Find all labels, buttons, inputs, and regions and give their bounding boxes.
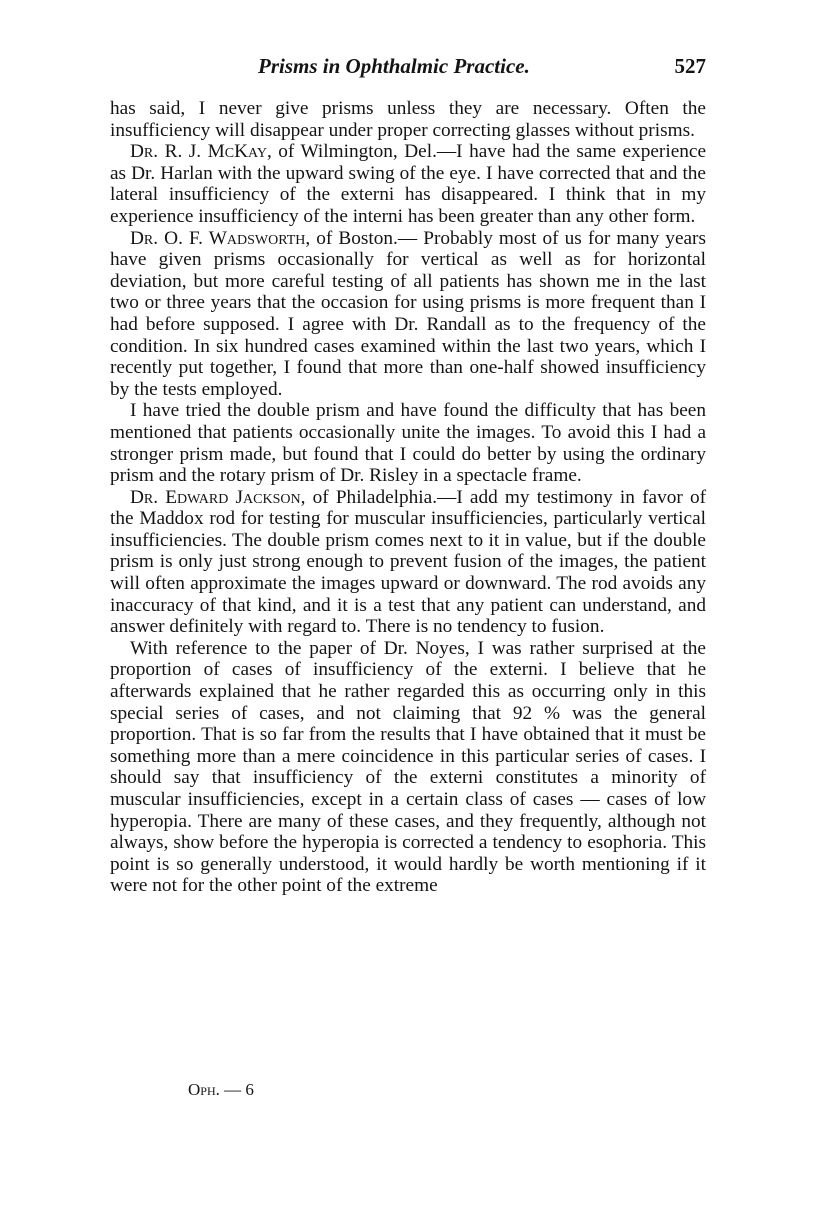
printer-signature: Oph. — 6 xyxy=(188,1080,254,1099)
page-number: 527 xyxy=(674,54,706,78)
paragraph-text: , of Philadelphia.—I add my testimony in favor of the Maddox rod for testing for muscular insufficiencies, particularly vertical insufficiencies. The double prism comes next to it in value, but if the double prism is only just strong enough to prevent fusion of the images, the patient will often approximate the images upward or downward. The rod avoids any inaccuracy of that kind, and it is a test that any patient can understand, and answer definitely with regard to. There is no tendency to fusion. xyxy=(110,486,707,638)
speaker-name: Dr. O. F. Wadsworth xyxy=(130,227,306,249)
speaker-name: Dr. R. J. McKay xyxy=(130,141,267,163)
paragraph xyxy=(110,400,706,486)
paragraph xyxy=(110,638,706,897)
paragraph-text: has said, I never give prisms unless they are necessary. Often the insufficiency will disappear under proper correcting glasses without prisms. xyxy=(110,98,706,141)
page-header xyxy=(110,54,706,84)
paragraph-text: I have tried the double prism and have found the difficulty that has been mentioned that patients occasionally unite the images. To avoid this I had a stronger prism made, but found that I could do better by using the ordinary prism and the rotary prism of Dr. Risley in a spectacle frame. xyxy=(110,400,706,487)
paragraph xyxy=(110,487,706,638)
paragraph xyxy=(110,228,706,401)
paragraph-text: , of Wilmington, Del.—I have had the same experience as Dr. Harlan with the upward swing of the eye. I have corrected that and the lateral insufficiency of the externi has disappeared. I think that in my experience insufficiency of the interni has been greater than any other form. xyxy=(110,141,707,227)
running-title: Prisms in Ophthalmic Practice. xyxy=(258,54,530,78)
paragraph xyxy=(110,141,706,227)
paragraph xyxy=(110,98,706,141)
speaker-name: Dr. Edward Jackson xyxy=(130,486,301,508)
paragraph-text: , of Boston.— Probably most of us for many years have given prisms occasionally for vertical as well as for horizontal deviation, but more careful testing of all patients has shown me in the last two or three years that the occasion for using prisms is more frequent than I had before supposed. I agree with Dr. Randall as to the frequency of the condition. In six hundred cases examined within the last two years, which I recently put together, I found that more than one-half showed insufficiency by the tests employed. xyxy=(110,227,706,400)
body-text xyxy=(110,98,706,897)
paragraph-text: With reference to the paper of Dr. Noyes, I was rather surprised at the proportion of cases of insufficiency of the externi. I believe that he afterwards explained that he rather regarded this as occurring only in this special series of cases, and not claiming that 92 % was the general proportion. That is so far from the results that I have obtained that it must be something more than a mere coincidence in this particular series of cases. I should say that insufficiency of the externi constitutes a minority of muscular insufficiencies, except in a certain class of cases — cases of low hyperopia. There are many of these cases, and they frequently, although not always, show before the hyperopia is corrected a tendency to esophoria. This point is so generally understood, it would hardly be worth mentioning if it were not for the other point of the extreme xyxy=(110,637,706,897)
